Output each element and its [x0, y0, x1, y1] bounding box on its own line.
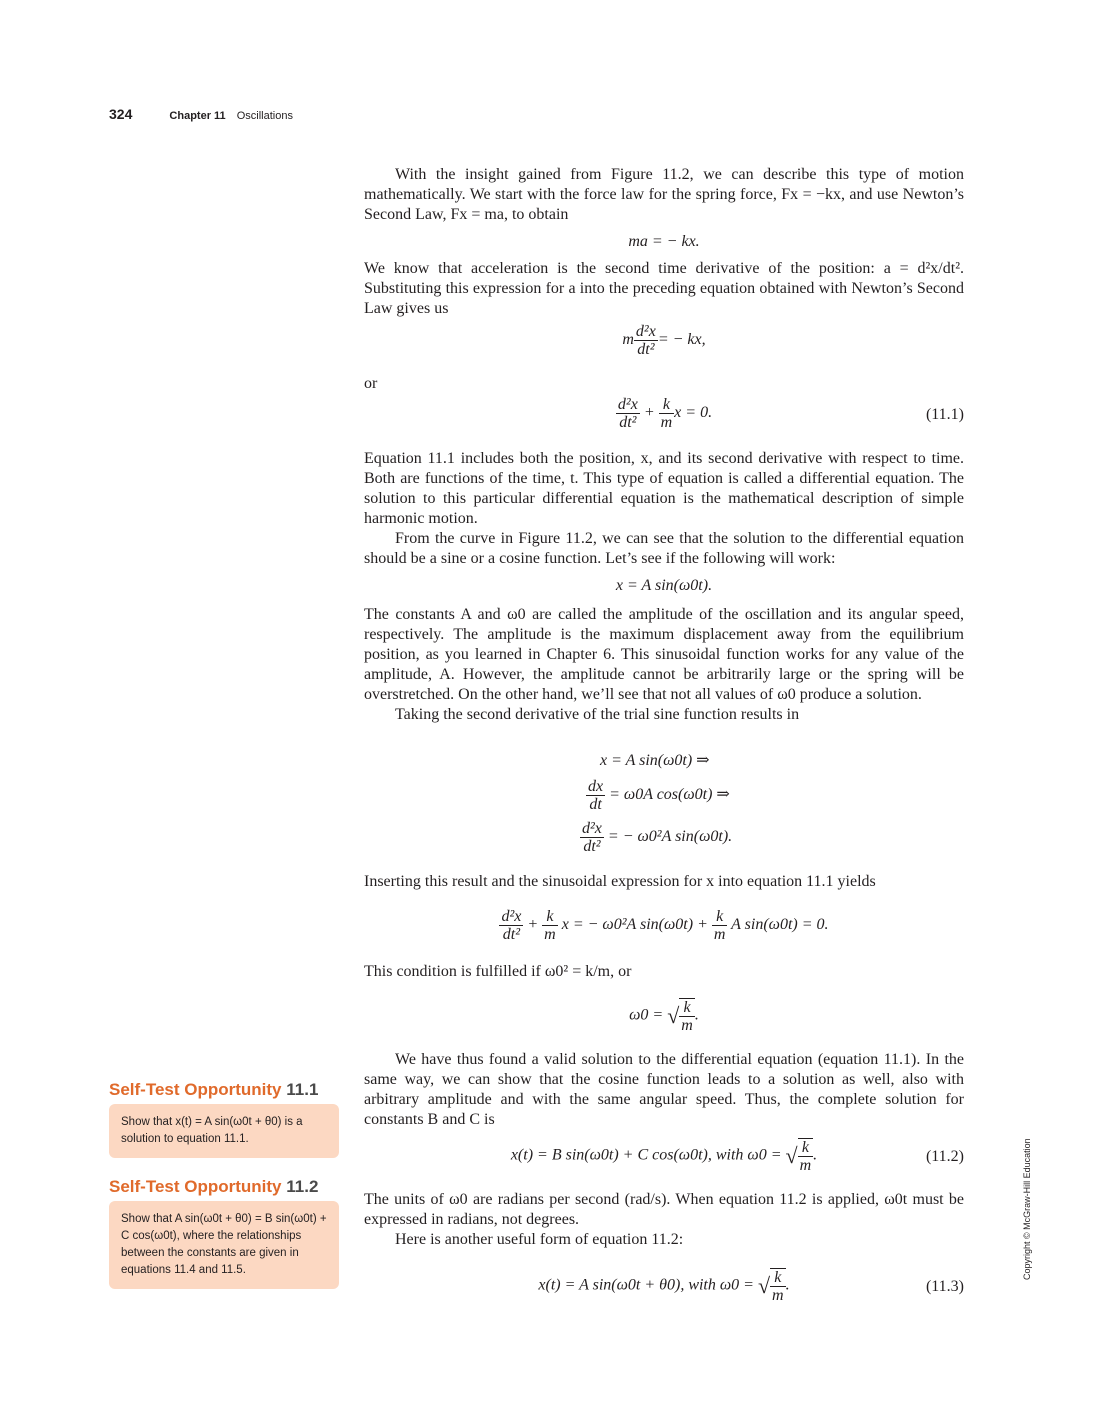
- equation-11-3: x(t) = A sin(ω0t + θ0), with ω0 = √ $\frac{k}{m}$ .: [538, 1269, 790, 1304]
- paragraph-10: The units of ω0 are radians per second (rad/s). When equation 11.2 is applied, ω0t must be expressed in radians, not degrees. Here is another useful form of equation 11.2:: [364, 1191, 964, 1248]
- equation-omega: ω0 = √ $\frac{k}{m}$ .: [629, 999, 699, 1034]
- paragraph-3: Equation 11.1 includes both the position, x, and its second derivative with respect to time. Both are functions of the time, t. This type of equation is called a differential equation. The solution to this particular differential equation is the mathematical description of simple harmonic motion. From the curve in Figure 11.2, we can see that the solution to the differential equation should be a sine or a cosine function. Let’s see if the following will work:: [364, 450, 964, 567]
- equation-trial: x = A sin(ω0t).: [615, 577, 713, 594]
- equation-label-11-2: (11.2): [925, 1148, 964, 1165]
- or-text: or: [364, 375, 378, 392]
- page-number: 324: [109, 106, 133, 122]
- paragraph-7: Inserting this result and the sinusoidal expression for x into equation 11.1 yields: [364, 873, 876, 890]
- derivative-3: $\frac{\text{d²x}}{\text{dt²}}$ = − ω0²A sin(ω0t).: [582, 820, 733, 855]
- copyright-notice: Copyright © McGraw-Hill Education: [1022, 1138, 1032, 1280]
- self-test-box-1: Show that x(t) = A sin(ω0t + θ0) is a solution to equation 11.1.: [109, 1104, 339, 1158]
- equation-newton: m $\frac{\text{d²x}}{\text{dt²}}$ = − kx,: [622, 323, 706, 358]
- running-header: [109, 106, 293, 122]
- equation-label-11-3: (11.3): [925, 1278, 964, 1295]
- equation-11-1: $\frac{\text{d²x}}{\text{dt²}}$ + $\frac{k}{m}$ x = 0.: [617, 396, 713, 431]
- self-test-box-2: Show that A sin(ω0t + θ0) = B sin(ω0t) + C cos(ω0t), where the relationships between the constants are given in equations 11.4 and 11.5.: [109, 1201, 339, 1289]
- equation-ma: ma = − kx.: [628, 233, 700, 250]
- derivative-2: $\frac{dx}{dt}$ = ω0A cos(ω0t) ⇒: [588, 778, 730, 813]
- derivative-1: x = A sin(ω0t) ⇒: [600, 752, 710, 769]
- equation-insert: $\frac{\text{d²x}}{\text{dt²}}$ + $\frac{k}{m}$ x = − ω0²A sin(ω0t) + $\frac{k}{m}$ A sin(ω0t) = 0.: [501, 908, 829, 943]
- paragraph-8: This condition is fulfilled if ω0² = k/m, or: [364, 963, 632, 980]
- equation-11-2: x(t) = B sin(ω0t) + C cos(ω0t), with ω0 = √ $\frac{k}{m}$ .: [510, 1139, 818, 1174]
- self-test-heading-2: Self-Test Opportunity 11.2: [109, 1177, 319, 1196]
- chapter-title: Oscillations: [236, 110, 293, 122]
- equation-label-11-1: (11.1): [925, 406, 964, 423]
- paragraph-9: We have thus found a valid solution to the differential equation (equation 11.1). In the same way, we can show that the cosine function leads to a solution as well, also with arbitrary amplitude and with the same angular speed. Thus, the complete solution for constants B and C is: [364, 1051, 964, 1128]
- paragraph-5: The constants A and ω0 are called the amplitude of the oscillation and its angular speed, respectively. The amplitude is the maximum displacement away from the equilibrium position, as you learned in Chapter 6. This sinusoidal function works for any value of the amplitude, A. However, the amplitude cannot be arbitrarily large or the spring will be overstretched. On the other hand, we’ll see that not all values of ω0 produce a solution. Taking the second derivative of the trial sine function results in: [364, 606, 964, 723]
- self-test-heading-1: Self-Test Opportunity 11.1: [109, 1080, 319, 1099]
- chapter-label: Chapter 11: [169, 110, 226, 122]
- paragraph-1: With the insight gained from Figure 11.2, we can describe this type of motion mathematically. We start with the force law for the spring force, Fx = −kx, and use Newton’s Second Law, Fx = ma, to obtain: [364, 166, 964, 223]
- paragraph-2: We know that acceleration is the second time derivative of the position: a = d²x/dt². Substituting this expression for a into the preceding equation obtained with Newton’s Second Law gives us: [364, 260, 964, 317]
